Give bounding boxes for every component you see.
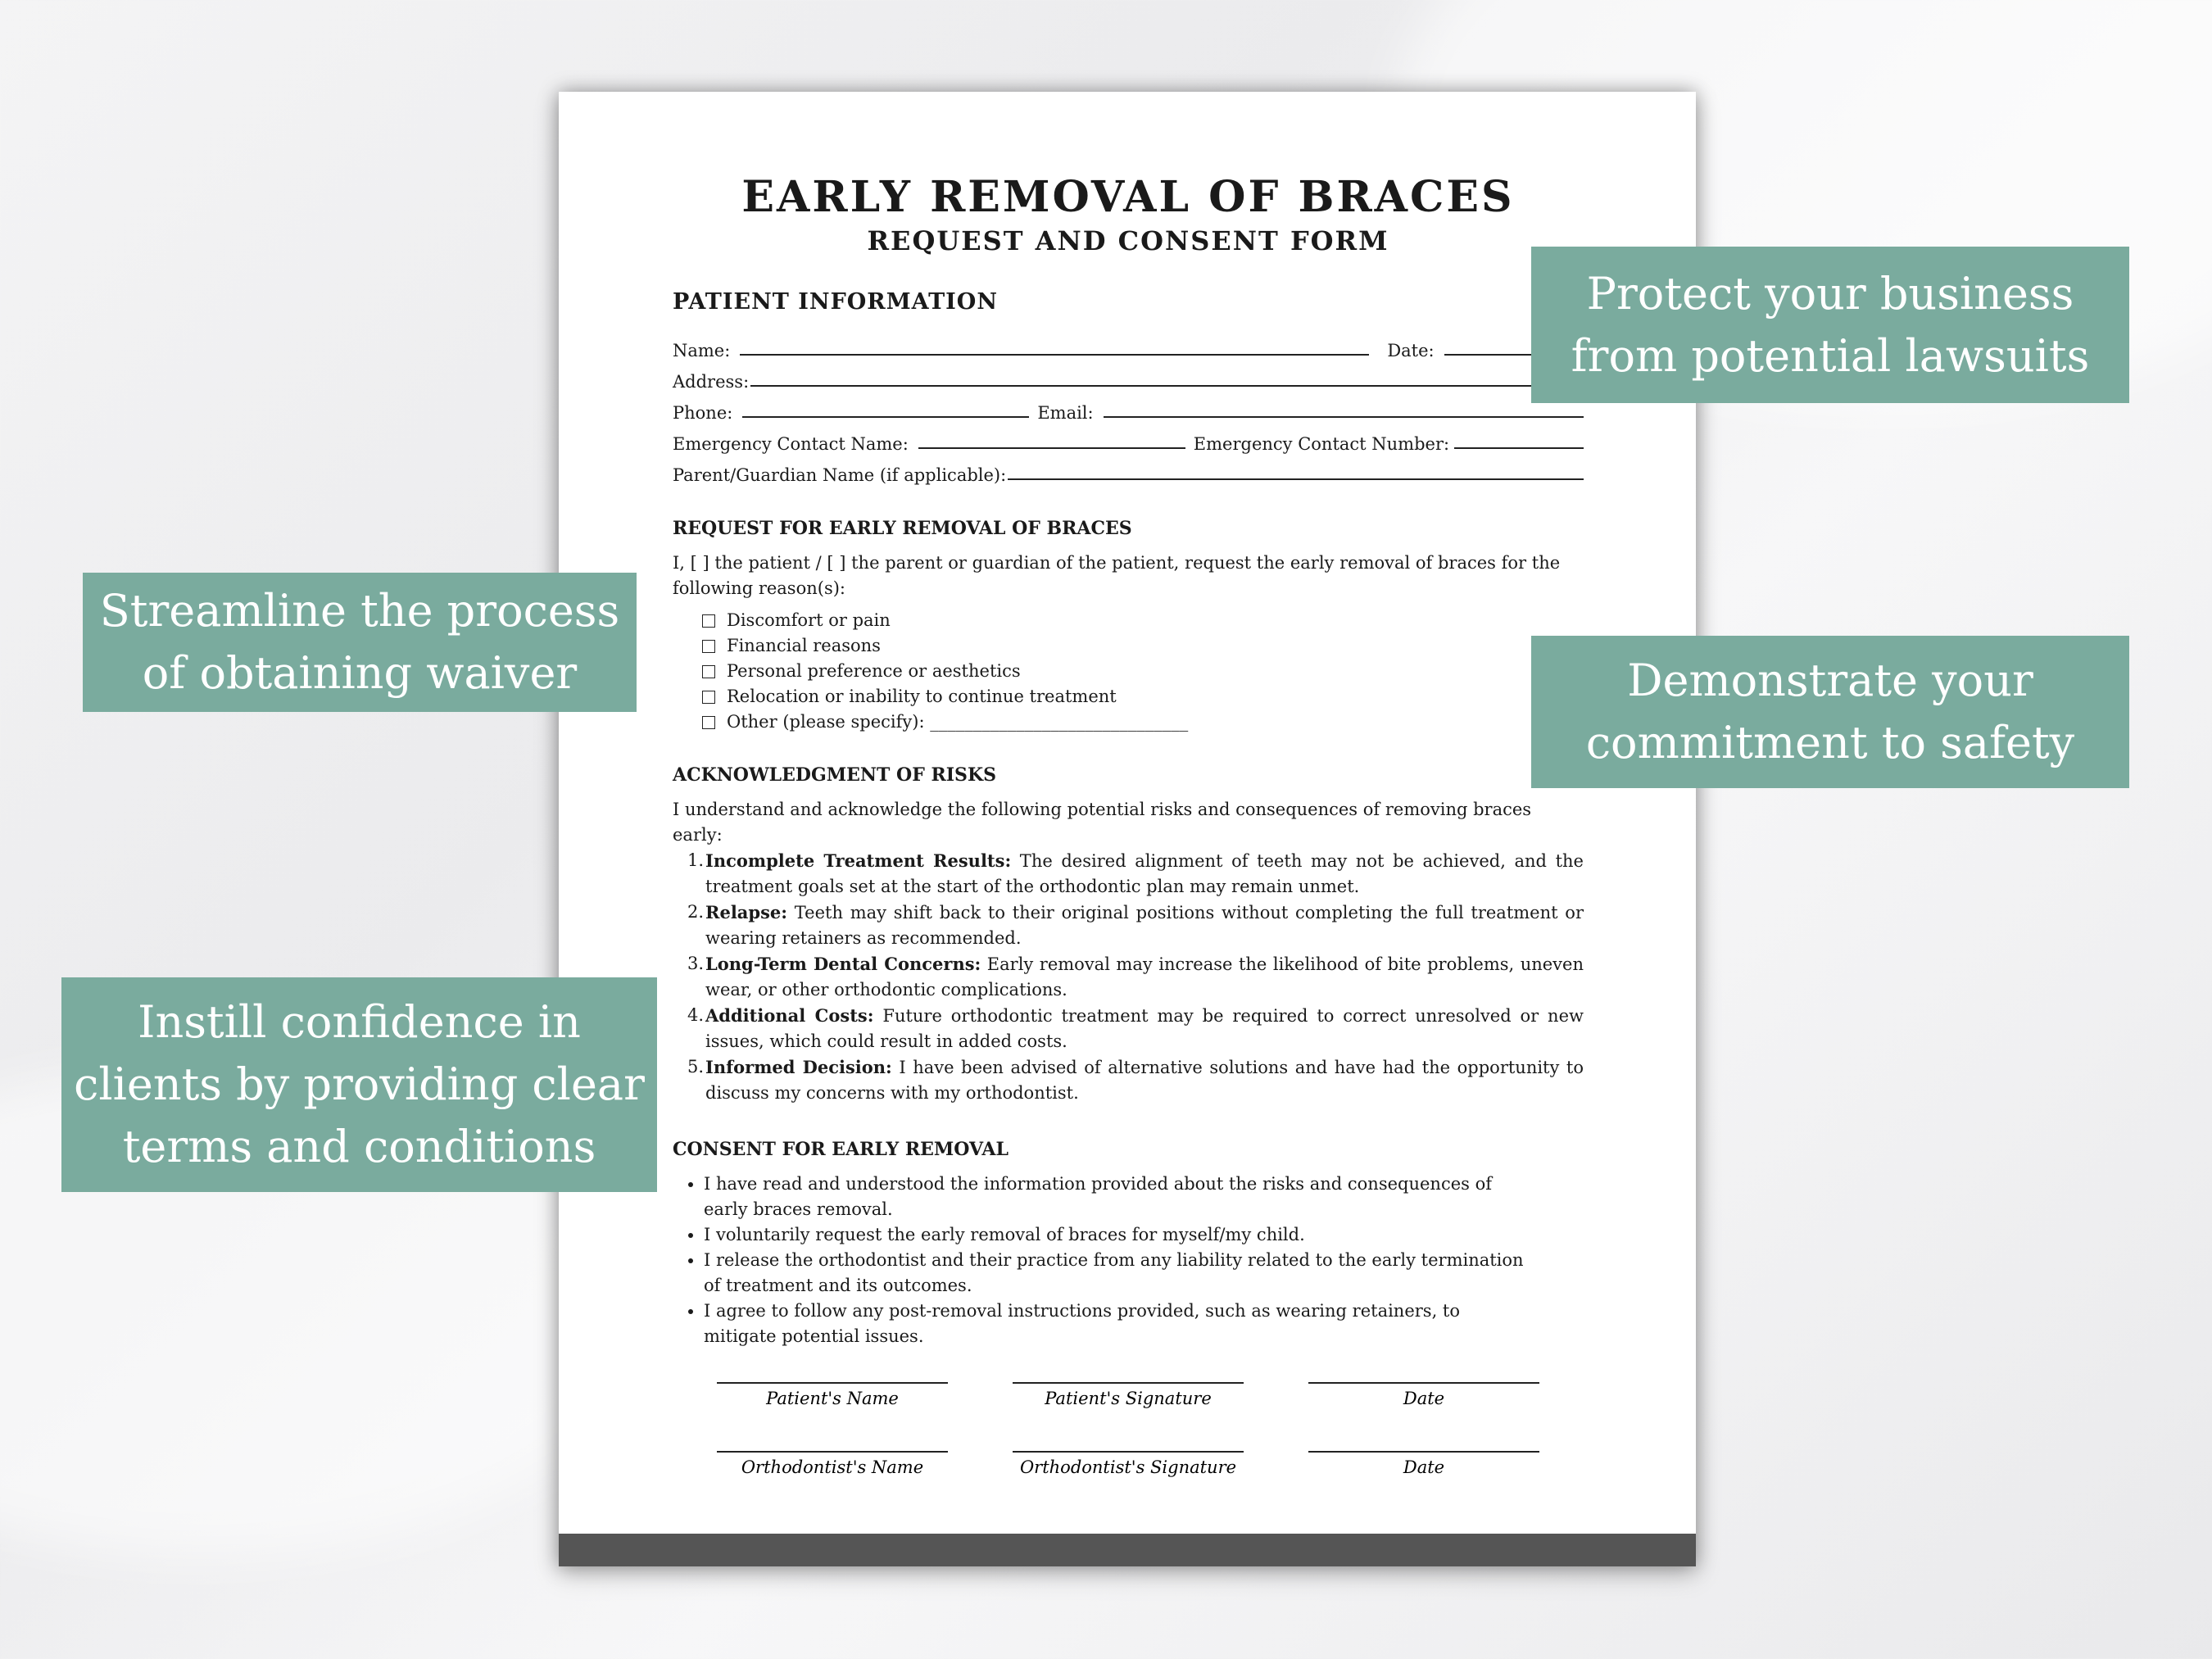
risks-intro: I understand and acknowledge the following potential risks and consequences of removing braces early: [673,800,1532,845]
emergency-number-field[interactable] [1454,446,1584,449]
form-title: EARLY REMOVAL OF BRACES [741,172,1515,222]
risk-number: 5. [687,1057,704,1077]
address-label: Address: [673,372,750,392]
risk-item [673,951,1584,1003]
reason-item [702,608,1584,633]
checkbox[interactable] [702,614,715,628]
signature-label: Date [1403,1457,1445,1477]
name-label: Name: [673,341,731,361]
phone-field[interactable] [742,415,1029,418]
address-field[interactable] [750,384,1584,387]
form-page [559,92,1696,1566]
checkbox[interactable] [702,691,715,704]
request-intro: I, [ ] the patient / [ ] the parent or guardian of the patient, request the early removal of braces for the following reason(s): [673,553,1561,599]
risk-item [673,900,1584,951]
consent-item: • I have read and understood the information provided about the risks and consequences of early braces removal. [704,1172,1534,1222]
name-date-row [673,329,1584,360]
callout-demonstrate: Demonstrate your commitment to safety [1531,636,2129,788]
consent-list [673,1172,1584,1349]
reason-item [702,684,1584,709]
risk-text: Future orthodontic treatment may be required to correct unresolved or new issues, which could result in added costs. [705,1006,1584,1052]
callout-instill: Instill confidence in clients by providing clear terms and conditions [61,977,657,1192]
risk-text: Teeth may shift back to their original positions without completing the full treatment or wearing retainers as recommended. [705,903,1584,949]
risk-number: 4. [687,1005,704,1026]
risk-term: Incomplete Treatment Results: [705,850,1012,872]
page-footer-bar [559,1534,1696,1566]
patient-info-heading: PATIENT INFORMATION [673,289,998,315]
request-heading: REQUEST FOR EARLY REMOVAL OF BRACES [673,518,1132,540]
consent-heading: CONSENT FOR EARLY REMOVAL [673,1139,1009,1161]
form-document [673,174,1584,1349]
signature-section [673,1382,1584,1520]
callout-protect: Protect your business from potential lawsuits [1531,247,2129,403]
risk-term: Relapse: [705,902,788,923]
risk-term: Informed Decision: [705,1057,892,1078]
signature-block[interactable] [1013,1382,1244,1408]
reason-label: Other (please specify): ______________________________ [727,712,1189,732]
reason-label: Relocation or inability to continue treatment [727,687,1117,707]
reason-list [702,608,1584,735]
risk-item [673,1054,1584,1106]
date-label: Date: [1387,341,1435,361]
risk-item [673,848,1584,900]
signature-label: Orthodontist's Signature [1019,1457,1237,1477]
risk-item [673,1003,1584,1054]
signature-row-patient [673,1382,1584,1408]
guardian-label: Parent/Guardian Name (if applicable): [673,465,1007,486]
phone-email-row [673,392,1584,423]
emergency-row [673,423,1584,454]
consent-item: • I agree to follow any post-removal instructions provided, such as wearing retainers, to mitigate potential issues. [704,1299,1534,1349]
risk-text: Early removal may increase the likelihood of bite problems, uneven wear, or other orthodontic complications. [705,954,1584,1000]
risk-number: 1. [687,850,704,871]
signature-label: Date [1403,1389,1445,1408]
consent-item: • I release the orthodontist and their practice from any liability related to the early termination of treatment and its outcomes. [704,1248,1534,1299]
name-field[interactable] [740,353,1369,356]
reason-item [702,633,1584,659]
email-field[interactable] [1104,415,1584,418]
signature-block[interactable] [1308,1451,1539,1477]
risk-number: 2. [687,902,704,922]
form-subtitle: REQUEST AND CONSENT FORM [867,225,1389,257]
signature-label: Orthodontist's Name [741,1457,924,1477]
risk-text: I have been advised of alternative solutions and have had the opportunity to discuss my concerns with my orthodontist. [705,1058,1584,1104]
risk-list [673,848,1584,1106]
email-label: Email: [1037,403,1094,424]
reason-item [702,659,1584,684]
risk-term: Additional Costs: [705,1005,874,1027]
signature-block[interactable] [1013,1451,1244,1477]
checkbox[interactable] [702,665,715,678]
risks-heading: ACKNOWLEDGMENT OF RISKS [673,764,996,786]
signature-label: Patient's Signature [1045,1389,1212,1408]
risk-number: 3. [687,954,704,974]
emergency-number-label: Emergency Contact Number: [1193,434,1450,455]
reason-label: Personal preference or aesthetics [727,661,1021,682]
callout-streamline: Streamline the process of obtaining waiver [83,573,637,712]
risk-text: The desired alignment of teeth may not be achieved, and the treatment goals set at the start of the orthodontic plan may remain unmet. [705,851,1584,897]
signature-label: Patient's Name [766,1389,899,1408]
emergency-name-field[interactable] [918,446,1185,449]
reason-item [702,709,1584,735]
signature-block[interactable] [717,1451,948,1477]
reason-label: Discomfort or pain [727,610,891,631]
checkbox[interactable] [702,640,715,653]
consent-item: • I voluntarily request the early removal of braces for myself/my child. [704,1222,1534,1248]
risk-term: Long-Term Dental Concerns: [705,954,981,975]
address-row [673,360,1584,392]
guardian-field[interactable] [1008,478,1584,480]
signature-block[interactable] [1308,1382,1539,1408]
reason-label: Financial reasons [727,636,881,656]
emergency-name-label: Emergency Contact Name: [673,434,909,455]
checkbox[interactable] [702,716,715,729]
signature-block[interactable] [717,1382,948,1408]
signature-row-orthodontist [673,1451,1584,1477]
guardian-row [673,454,1584,485]
phone-label: Phone: [673,403,733,424]
